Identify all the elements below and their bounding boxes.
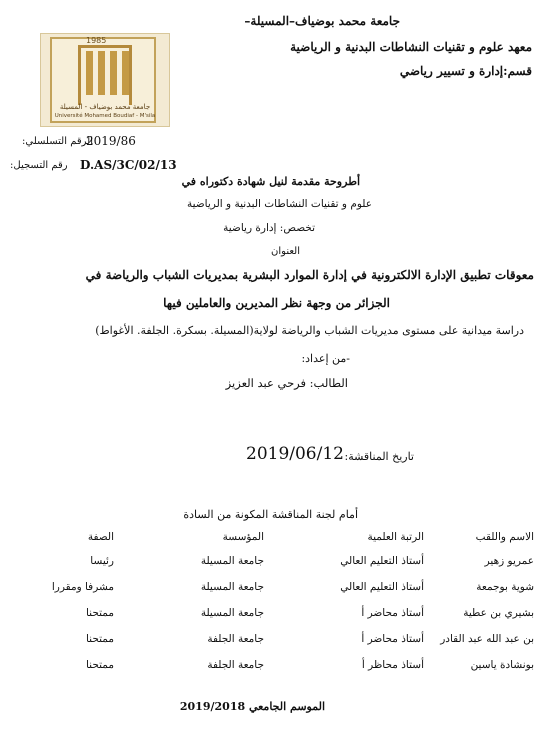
jury-member-role: ممتحنا <box>85 607 114 619</box>
logo-name-ar: جامعة محمد بوضياف - المسيلة <box>59 103 151 111</box>
jury-member-role: رئيسا <box>90 555 114 567</box>
thesis-field: علوم و تقنيات النشاطات البدنية و الرياضية <box>186 198 372 210</box>
jury-row <box>18 548 534 574</box>
serial-label: الرقم التسلسلي: <box>22 136 93 147</box>
study-description: دراسة ميدانية على مستوى مديريات الشباب والرياضة لولاية(المسيلة. بسكرة. الجلفة. الأغواط) <box>95 324 524 337</box>
jury-row <box>18 626 534 652</box>
thesis-specialty: تخصص: إدارة رياضية <box>223 222 315 234</box>
jury-member-institution: جامعة الجلفة <box>207 633 264 645</box>
jury-member-rank: أستاذ التعليم العالي <box>340 581 424 593</box>
jury-member-role: ممتحنا <box>85 659 114 671</box>
jury-row <box>18 600 534 626</box>
jury-member-institution: جامعة الجلفة <box>207 659 264 671</box>
jury-member-rank: أستاذ محاضر أ <box>361 607 424 619</box>
jury-member-name: بشيري بن عطية <box>463 607 534 619</box>
registration-label: رقم التسجيل: <box>10 160 68 171</box>
jury-col-name: الاسم واللقب <box>475 531 534 543</box>
thesis-intro: أطروحة مقدمة لنيل شهادة دكتوراه في <box>181 175 360 188</box>
thesis-title-line2: الجزائر من وجهة نظر المديرين والعاملين فيها <box>163 296 390 310</box>
jury-member-rank: أستاذ محاظر أ <box>361 659 424 671</box>
title-label: العنوان <box>271 246 300 257</box>
serial-value: 2019/86 <box>86 134 136 148</box>
jury-table <box>18 526 534 678</box>
jury-row <box>18 574 534 600</box>
logo-name-en: Université Mohamed Boudiaf - M'sila <box>54 113 156 119</box>
registration-value: D.AS/3C/02/13 <box>80 158 177 172</box>
jury-row <box>18 652 534 678</box>
jury-member-institution: جامعة المسيلة <box>200 607 264 619</box>
jury-header-row <box>18 526 534 548</box>
logo-year: 1985 <box>86 36 107 45</box>
defense-date-label: تاريخ المناقشة: <box>344 450 414 463</box>
serial-number <box>86 134 136 148</box>
jury-member-name: عمريو زهير <box>484 555 534 567</box>
university-logo <box>40 33 170 127</box>
jury-heading: أمام لجنة المناقشة المكونة من السادة <box>183 508 358 521</box>
jury-member-rank: أستاذ التعليم العالي <box>340 555 424 567</box>
jury-member-institution: جامعة المسيلة <box>200 555 264 567</box>
student-name: الطالب: فرحي عبد العزيز <box>225 376 348 390</box>
institute-name: معهد علوم و تقنيات النشاطات البدنية و الرياضية <box>290 40 532 54</box>
university-name: جامعة محمد بوضياف–المسيلة– <box>244 14 400 28</box>
jury-col-institution: المؤسسة <box>222 531 264 543</box>
jury-member-rank: أستاذ محاضر أ <box>361 633 424 645</box>
prepared-by-label: -من إعداد: <box>301 352 350 365</box>
academic-year: الموسم الجامعي 2019/2018 <box>179 700 325 713</box>
jury-member-institution: جامعة المسيلة <box>200 581 264 593</box>
jury-member-role: مشرفا ومقررا <box>51 581 114 593</box>
jury-col-role: الصفة <box>87 531 114 543</box>
thesis-title-line1: معوقات تطبيق الإدارة الالكترونية في إدارة الموارد البشرية بمديريات الشباب والرياضة في <box>85 268 534 282</box>
jury-col-rank: الرتبة العلمية <box>367 531 424 543</box>
jury-member-name: بونشادة ياسين <box>470 659 534 671</box>
jury-member-role: ممتحنا <box>85 633 114 645</box>
jury-member-name: بن عبد الله عبد القادر <box>440 633 534 645</box>
defense-date: 2019/06/12 <box>246 444 344 464</box>
jury-member-name: شوية بوجمعة <box>476 581 534 593</box>
department-name: قسم:إدارة و تسيير رياضي <box>399 64 532 78</box>
